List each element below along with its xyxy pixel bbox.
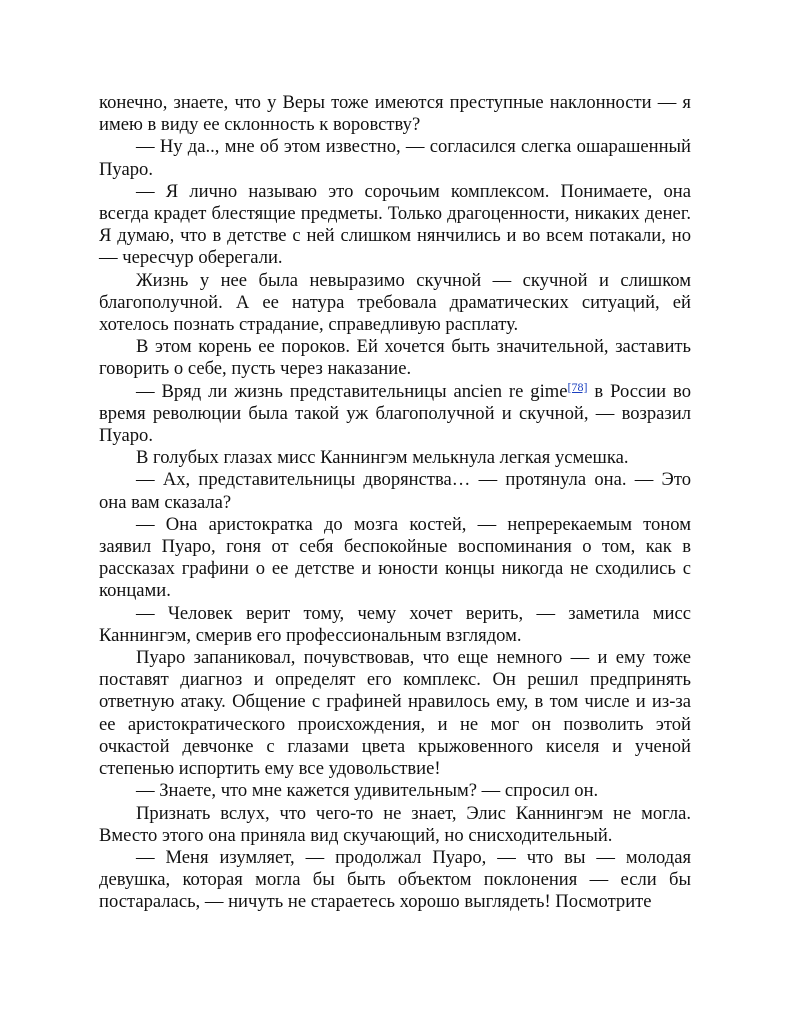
paragraph: — Ах, представительницы дворянства… — протянула она. — Это она вам сказала? (99, 469, 691, 513)
paragraph: Пуаро запаниковал, почувствовав, что еще немного — и ему тоже поставят диагноз и определят его комплекс. Он решил предпринять ответную атаку. Общение с графиней нравилось ему, в том числе и из-за ее аристократического происхождения, и не мог он позволить этой очкастой девчонке с глазами цвета крыжовенного киселя и ученой степенью испортить ему все удовольствие! (99, 647, 691, 780)
paragraph-text: в России во время революции была такой уж благополучной и скучной, — возразил Пуаро. (99, 380, 691, 447)
paragraph: Признать вслух, что чего-то не знает, Элис Каннингэм не могла. Вместо этого она приняла вид скучающий, но снисходительный. (99, 802, 691, 846)
paragraph: — Она аристократка до мозга костей, — непререкаемым тоном заявил Пуаро, гоня от себя беспокойные воспоминания о том, как в рассказах графини о ее детстве и юности концы никогда не сходились с концами. (99, 513, 691, 602)
paragraph: — Человек верит тому, чему хочет верить, — заметила мисс Каннингэм, смерив его профессиональным взглядом. (99, 602, 691, 646)
paragraph-with-footnote (99, 381, 691, 448)
paragraph: — Я лично называю это сорочьим комплексом. Понимаете, она всегда крадет блестящие предметы. Только драгоценности, никаких денег. Я думаю, что в детстве с ней слишком нянчились и во всем потакали, но — чересчур оберегали. (99, 180, 691, 269)
paragraph: конечно, знаете, что у Веры тоже имеются преступные наклонности — я имею в виду ее склонность к воровству? (99, 92, 691, 136)
paragraph: — Знаете, что мне кажется удивительным? — спросил он. (136, 780, 599, 802)
document-page (99, 92, 691, 914)
paragraph: В голубых глазах мисс Каннингэм мелькнула легкая усмешка. (136, 447, 629, 469)
footnote-link[interactable]: [78] (567, 379, 588, 394)
paragraph: Жизнь у нее была невыразимо скучной — скучной и слишком благополучной. А ее натура требовала драматических ситуаций, ей хотелось познать страдание, справедливую расплату. (99, 269, 691, 336)
paragraph: В этом корень ее пороков. Ей хочется быть значительной, заставить говорить о себе, пусть через наказание. (99, 336, 691, 380)
paragraph: — Ну да.., мне об этом известно, — согласился слегка ошарашенный Пуаро. (99, 136, 691, 180)
paragraph: — Меня изумляет, — продолжал Пуаро, — что вы — молодая девушка, которая могла бы быть объектом поклонения — если бы постаралась, — ничуть не стараетесь хорошо выглядеть! Посмотрите (99, 846, 691, 913)
paragraph-text: — Вряд ли жизнь представительницы ancien re gime (136, 380, 568, 402)
